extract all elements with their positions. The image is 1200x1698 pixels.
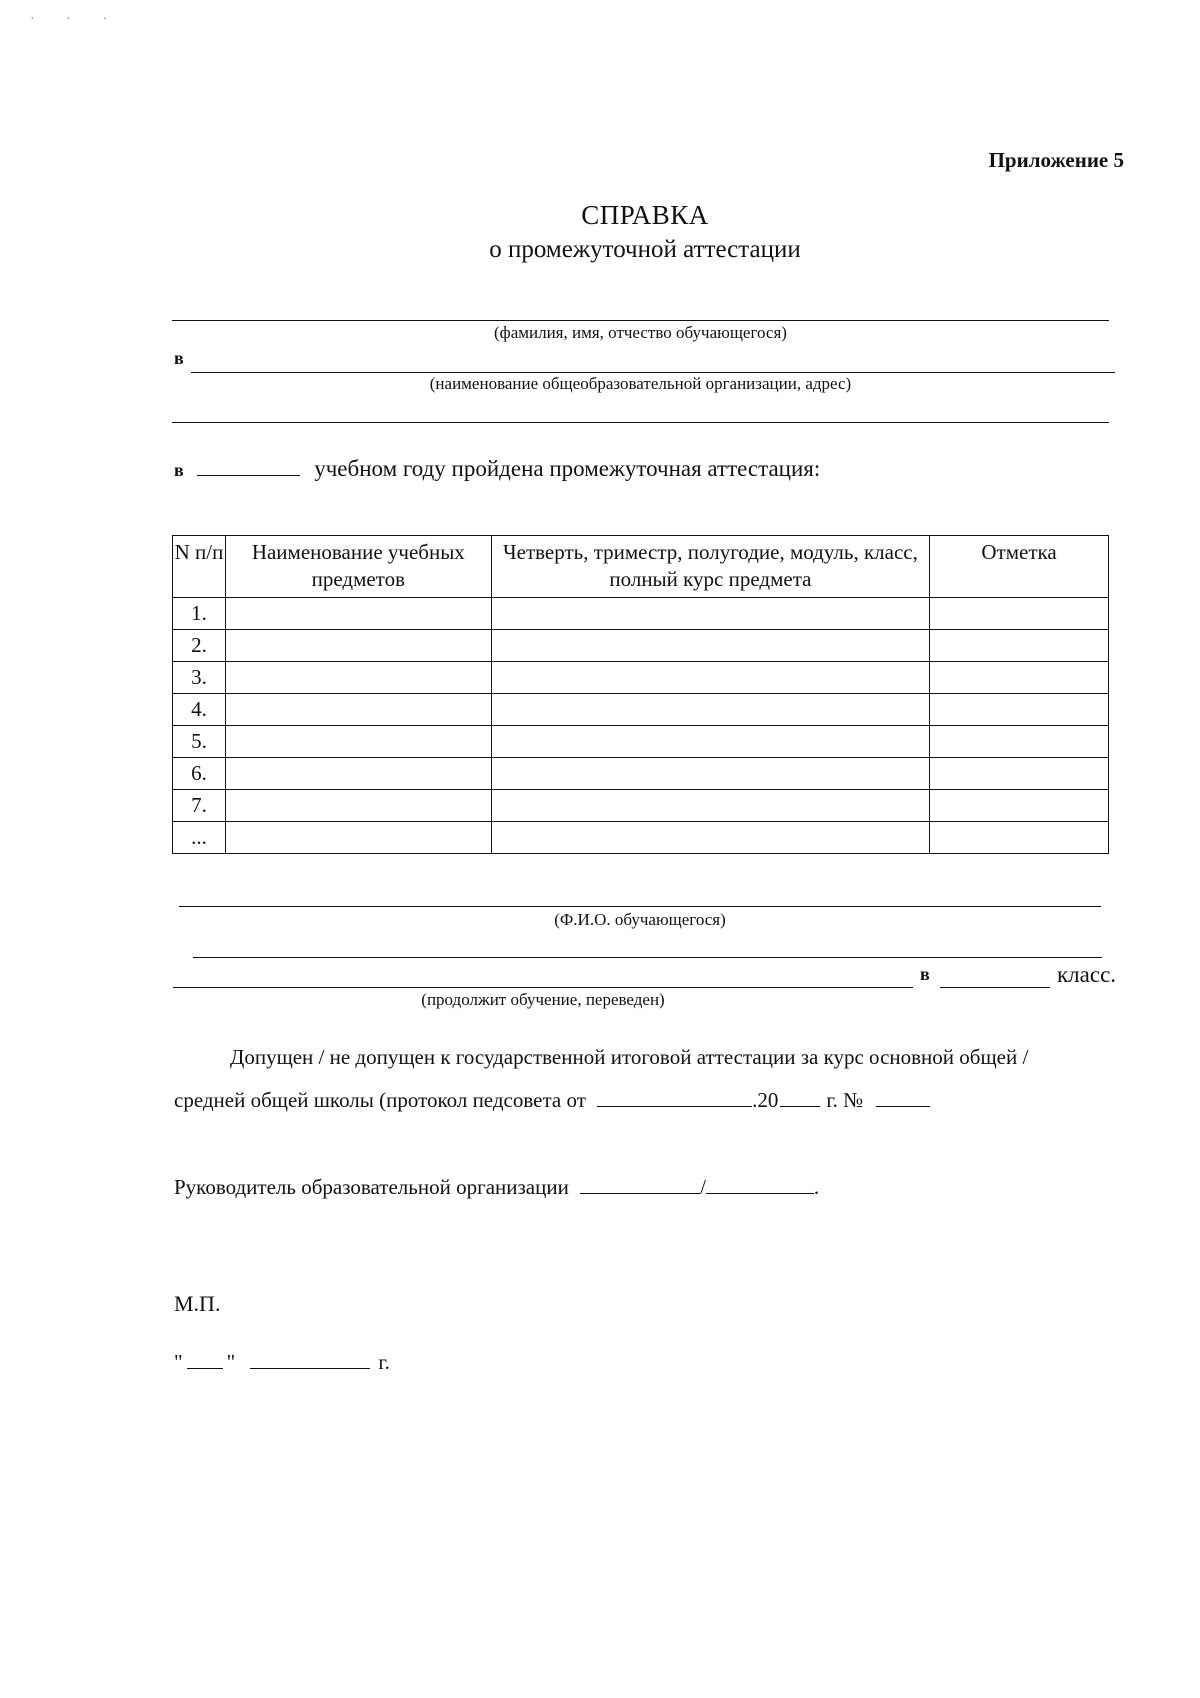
continue-caption: (продолжит обучение, переведен) — [421, 990, 665, 1009]
grade-cell[interactable] — [930, 726, 1109, 758]
subject-cell[interactable] — [225, 758, 491, 790]
grades-table — [172, 535, 1109, 854]
org-prefix: в — [174, 348, 184, 368]
grade-cell[interactable] — [930, 598, 1109, 630]
grade-cell[interactable] — [930, 790, 1109, 822]
date-year-suffix: г. — [378, 1350, 390, 1374]
subject-cell[interactable] — [225, 790, 491, 822]
org-address-line[interactable] — [172, 422, 1109, 423]
grade-cell[interactable] — [930, 630, 1109, 662]
grade-cell[interactable] — [930, 758, 1109, 790]
day-blank[interactable] — [187, 1367, 223, 1369]
student-name-caption: (фамилия, имя, отчество обучающегося) — [494, 323, 787, 342]
document-subtitle: о промежуточной аттестации — [489, 236, 801, 263]
row-number: 6. — [173, 758, 226, 790]
header-grade: Отметка — [930, 536, 1109, 598]
admission-line-1: Допущен / не допущен к государственной итоговой аттестации за курс основной общей / — [230, 1045, 1029, 1069]
class-prefix: в — [920, 964, 930, 984]
protocol-date-blank[interactable] — [597, 1105, 752, 1107]
admission-protocol-text: средней общей школы (протокол педсовета от — [174, 1088, 586, 1112]
student-fio-line[interactable] — [179, 906, 1101, 907]
row-number: 4. — [173, 694, 226, 726]
table-row — [173, 790, 1109, 822]
table-row — [173, 822, 1109, 854]
row-number: ... — [173, 822, 226, 854]
stamp-label: М.П. — [174, 1291, 221, 1316]
academic-year-blank[interactable] — [197, 474, 300, 476]
admission-line-2 — [174, 1079, 1134, 1121]
table-row — [173, 758, 1109, 790]
protocol-number-label: г. № — [826, 1088, 864, 1112]
protocol-number-blank[interactable] — [876, 1105, 930, 1107]
period-cell[interactable] — [491, 726, 929, 758]
header-number: N п/п — [173, 536, 226, 598]
period-cell[interactable] — [491, 598, 929, 630]
table-row — [173, 726, 1109, 758]
table-row — [173, 662, 1109, 694]
period-cell[interactable] — [491, 758, 929, 790]
row-number: 3. — [173, 662, 226, 694]
signature-blank[interactable] — [580, 1192, 700, 1194]
row-number: 2. — [173, 630, 226, 662]
signature-line — [174, 1166, 1134, 1208]
grade-cell[interactable] — [930, 822, 1109, 854]
document-title: СПРАВКА — [581, 200, 709, 230]
protocol-year-blank[interactable] — [780, 1105, 820, 1107]
period-cell[interactable] — [491, 630, 929, 662]
subject-cell[interactable] — [225, 822, 491, 854]
grade-cell[interactable] — [930, 662, 1109, 694]
signature-name-blank[interactable] — [706, 1192, 814, 1194]
header-period: Четверть, триместр, полугодие, модуль, класс, полный курс предмета — [491, 536, 929, 598]
date-line — [174, 1341, 1134, 1383]
student-fio-caption: (Ф.И.О. обучающегося) — [554, 910, 726, 929]
table-row — [173, 694, 1109, 726]
academic-year-text: учебном году пройдена промежуточная аттестация: — [314, 456, 821, 481]
org-name-line[interactable] — [191, 372, 1115, 373]
header-subject: Наименование учебных предметов — [225, 536, 491, 598]
row-number: 7. — [173, 790, 226, 822]
table-row — [173, 630, 1109, 662]
period-cell[interactable] — [491, 662, 929, 694]
row-number: 5. — [173, 726, 226, 758]
month-blank[interactable] — [250, 1367, 370, 1369]
appendix-label: Приложение 5 — [988, 148, 1124, 172]
result-line-2[interactable] — [173, 987, 913, 988]
signature-label: Руководитель образовательной организации — [174, 1175, 569, 1199]
date-quote-open: " — [174, 1350, 183, 1374]
row-number: 1. — [173, 598, 226, 630]
subject-cell[interactable] — [225, 694, 491, 726]
class-label: класс. — [1057, 962, 1117, 987]
period-cell[interactable] — [491, 822, 929, 854]
subject-cell[interactable] — [225, 662, 491, 694]
table-header-row — [173, 536, 1109, 598]
org-name-caption: (наименование общеобразовательной организации, адрес) — [429, 374, 852, 393]
year-prefix: в — [174, 460, 184, 480]
period-cell[interactable] — [491, 694, 929, 726]
protocol-year-prefix: .20 — [752, 1088, 779, 1112]
result-line-1[interactable] — [193, 957, 1102, 958]
period-cell[interactable] — [491, 790, 929, 822]
subject-cell[interactable] — [225, 630, 491, 662]
subject-cell[interactable] — [225, 598, 491, 630]
date-quote-close: " — [226, 1350, 236, 1374]
subject-cell[interactable] — [225, 726, 491, 758]
student-name-line[interactable] — [172, 320, 1109, 321]
scan-artifacts: · · · — [30, 12, 121, 27]
class-number-blank[interactable] — [940, 987, 1050, 988]
academic-year-sentence — [174, 456, 820, 482]
signature-end: . — [813, 1175, 820, 1199]
grade-cell[interactable] — [930, 694, 1109, 726]
signature-slash: / — [700, 1175, 706, 1199]
table-row — [173, 598, 1109, 630]
